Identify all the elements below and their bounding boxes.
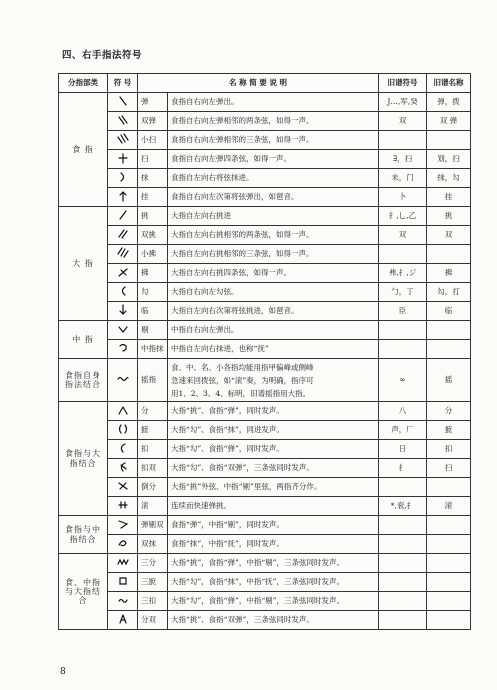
technique-name: 三扣 xyxy=(138,592,168,611)
old-symbol-cell: 声，厂 xyxy=(379,421,427,440)
symbol-cell xyxy=(108,516,138,535)
old-name-cell: 摭 xyxy=(427,421,471,440)
table-row xyxy=(59,169,471,188)
header-old-symbol: 旧谱符号 xyxy=(379,74,427,93)
table-row xyxy=(59,402,471,421)
table-row xyxy=(59,592,471,611)
old-symbol-cell xyxy=(379,573,427,592)
old-symbol-cell xyxy=(379,611,427,630)
old-name-cell: 双 弹 xyxy=(427,112,471,131)
symbol-cell xyxy=(108,421,138,440)
table-body xyxy=(59,93,471,630)
old-symbol-cell xyxy=(379,554,427,573)
crescent-mark-icon xyxy=(117,442,129,454)
symbol-cell xyxy=(108,264,138,283)
old-name-cell xyxy=(427,321,471,340)
technique-name: 三分 xyxy=(138,554,168,573)
old-name-cell xyxy=(427,554,471,573)
technique-description: 大指“勾”、食指“双弹”，三条弦同时发声。 xyxy=(168,459,379,478)
technique-description: 食指“抹”，中指“抚”，同时发声。 xyxy=(168,535,379,554)
old-name-cell: 摇 xyxy=(427,359,471,402)
technique-name: 中指抹 xyxy=(138,340,168,359)
table-row xyxy=(59,478,471,497)
technique-description: 食指自右向左弹相邻的三条弦，如得一声。 xyxy=(168,131,379,150)
old-symbol-cell: ∞ xyxy=(379,359,427,402)
technique-name: 滚 xyxy=(138,497,168,516)
old-symbol-cell: 卜 xyxy=(379,188,427,207)
technique-description: 大指“挑”外弦、中指“剔”里弦，两指齐分作。 xyxy=(168,478,379,497)
technique-name: 摇指 xyxy=(138,359,168,402)
arrow-up-mark-icon xyxy=(117,190,129,202)
table-row xyxy=(59,535,471,554)
symbol-cell xyxy=(108,592,138,611)
technique-description: 大指自左向右次第将弦挑进，如琶音。 xyxy=(168,302,379,321)
header-description: 名 称 简 要 说 明 xyxy=(138,74,379,93)
symbol-cell xyxy=(108,226,138,245)
technique-name: 临 xyxy=(138,302,168,321)
triple-peak-mark-icon xyxy=(117,556,129,568)
technique-name: 扫 xyxy=(138,150,168,169)
old-symbol-cell: ∃，扫 xyxy=(379,150,427,169)
old-symbol-cell xyxy=(379,478,427,497)
table-row xyxy=(59,516,471,535)
symbol-cell xyxy=(108,302,138,321)
table-header-row xyxy=(59,74,471,93)
table-row xyxy=(59,611,471,630)
old-name-cell: 临 xyxy=(427,302,471,321)
technique-description: 大指“勾”，食指“弹”，中指“剔”，三条弦同时发声。 xyxy=(168,592,379,611)
left-paren-mark-icon xyxy=(117,285,129,297)
old-name-cell: 挑 xyxy=(427,207,471,226)
old-name-cell: 滚 xyxy=(427,497,471,516)
technique-description: 大指自左向右挑相邻的三条弦，如得一声。 xyxy=(168,245,379,264)
old-symbol-cell: 末，门 xyxy=(379,169,427,188)
curl-mark-icon xyxy=(117,342,129,354)
old-name-cell: 扫 xyxy=(427,459,471,478)
old-name-cell xyxy=(427,478,471,497)
old-symbol-cell: 臣 xyxy=(379,302,427,321)
table-row xyxy=(59,554,471,573)
arrow-down-mark-icon xyxy=(117,304,129,316)
symbol-cell xyxy=(108,459,138,478)
technique-name: 摭 xyxy=(138,421,168,440)
technique-description: 食指自右向左次第将弦弹出，如琶音。 xyxy=(168,188,379,207)
technique-name: 抹 xyxy=(138,169,168,188)
description-line: 急速来回拨弦，如“滚”奏，为明确，指序可 xyxy=(171,375,314,385)
symbol-cell xyxy=(108,554,138,573)
technique-name: 小扫 xyxy=(138,131,168,150)
old-name-cell xyxy=(427,611,471,630)
symbol-cell xyxy=(108,402,138,421)
page-number: 8 xyxy=(60,667,66,677)
old-name-cell xyxy=(427,516,471,535)
symbol-cell xyxy=(108,440,138,459)
category-cell: 食、中指与大指结合 xyxy=(59,554,108,630)
table-row xyxy=(59,340,471,359)
technique-description: 大指“挑”、食指“双弹”，三条弦同时发声。 xyxy=(168,611,379,630)
old-symbol-cell xyxy=(379,245,427,264)
symbol-cell xyxy=(108,245,138,264)
rotated-v-mark-icon xyxy=(117,323,129,335)
header-old-name: 旧谱名称 xyxy=(427,74,471,93)
quad-slash-mark-icon xyxy=(117,152,129,164)
symbol-cell xyxy=(108,150,138,169)
star-hash-mark-icon xyxy=(117,499,129,511)
old-name-cell xyxy=(427,131,471,150)
symbol-cell xyxy=(108,611,138,630)
old-symbol-cell: 扌 xyxy=(379,459,427,478)
technique-name: 扣 xyxy=(138,440,168,459)
technique-description: 大指自左向右挑进 xyxy=(168,207,379,226)
old-name-cell: 划，扫 xyxy=(427,150,471,169)
loop-mark-icon xyxy=(117,537,129,549)
table-row xyxy=(59,459,471,478)
technique-name: 挂 xyxy=(138,188,168,207)
technique-name: 分 xyxy=(138,402,168,421)
old-symbol-cell: 双 xyxy=(379,112,427,131)
slash-mark-icon xyxy=(117,95,129,107)
technique-description: 大指“勾”、食指“弹”，同时发声。 xyxy=(168,440,379,459)
technique-description: 食指自右向左弹出。 xyxy=(168,93,379,112)
technique-description xyxy=(168,359,379,402)
symbol-cell xyxy=(108,188,138,207)
table-row xyxy=(59,283,471,302)
tilde-mark-icon xyxy=(117,594,129,606)
table-row xyxy=(59,150,471,169)
technique-name: 倒分 xyxy=(138,478,168,497)
description-line: 用1、2、3、4、标明，旧谱摇指用大指。 xyxy=(171,388,311,398)
symbol-cell xyxy=(108,283,138,302)
symbol-cell xyxy=(108,573,138,592)
symbol-cell xyxy=(108,321,138,340)
box-mark-icon xyxy=(117,575,129,587)
technique-description: 中指自左向右抹进，也称“抚” xyxy=(168,340,379,359)
category-cell: 中 指 xyxy=(59,321,108,359)
category-cell: 食指自身指法结合 xyxy=(59,359,108,402)
technique-name: 分双 xyxy=(138,611,168,630)
old-symbol-cell xyxy=(379,131,427,150)
table-row xyxy=(59,302,471,321)
technique-name: 勾 xyxy=(138,283,168,302)
backslash-mark-icon xyxy=(117,209,129,221)
technique-name: 弹 xyxy=(138,93,168,112)
table-row xyxy=(59,112,471,131)
symbol-cell xyxy=(108,93,138,112)
old-symbol-cell: 扌,乚,乙 xyxy=(379,207,427,226)
table-row xyxy=(59,188,471,207)
double-backslash-mark-icon xyxy=(117,228,129,240)
technique-description: 大指自右向左勾弦。 xyxy=(168,283,379,302)
technique-description: 食指自右向左弹四条弦，如得一声。 xyxy=(168,150,379,169)
technique-name: 双弹 xyxy=(138,112,168,131)
table-row xyxy=(59,321,471,340)
old-symbol-cell: 双 xyxy=(379,226,427,245)
category-cell: 食指与大指结合 xyxy=(59,402,108,516)
fingering-table xyxy=(58,73,471,630)
table-row xyxy=(59,573,471,592)
old-name-cell: 弹，拨 xyxy=(427,93,471,112)
symbol-cell xyxy=(108,535,138,554)
old-name-cell: 抹，勾 xyxy=(427,169,471,188)
table-row xyxy=(59,245,471,264)
technique-description: 食指自左向右将弦抹进。 xyxy=(168,169,379,188)
symbol-cell xyxy=(108,359,138,402)
technique-name: 剔 xyxy=(138,321,168,340)
old-name-cell xyxy=(427,573,471,592)
technique-description: 大指自左向右挑相邻的两条弦，如得一声。 xyxy=(168,226,379,245)
section-heading: 四、右手指法符号 xyxy=(62,50,143,61)
lambda-mark-icon xyxy=(117,404,129,416)
technique-name: 扣双 xyxy=(138,459,168,478)
technique-name: 拂 xyxy=(138,264,168,283)
table-row xyxy=(59,359,471,402)
technique-name: 挑 xyxy=(138,207,168,226)
triple-slash-mark-icon xyxy=(117,133,129,145)
old-name-cell xyxy=(427,245,471,264)
header-category: 分指部类 xyxy=(59,74,108,93)
table-row xyxy=(59,264,471,283)
table-row xyxy=(59,226,471,245)
old-symbol-cell xyxy=(379,535,427,554)
triple-backslash-mark-icon xyxy=(117,247,129,259)
old-symbol-cell: *,衮,扌 xyxy=(379,497,427,516)
old-symbol-cell xyxy=(379,592,427,611)
technique-name: 三摭 xyxy=(138,573,168,592)
old-name-cell xyxy=(427,592,471,611)
category-cell: 食指与中指结合 xyxy=(59,516,108,554)
old-symbol-cell xyxy=(379,516,427,535)
technique-name: 小拂 xyxy=(138,245,168,264)
symbol-cell xyxy=(108,497,138,516)
technique-description: 中指自右向左弹出。 xyxy=(168,321,379,340)
old-name-cell: 挂 xyxy=(427,188,471,207)
technique-name: 双抹 xyxy=(138,535,168,554)
symbol-cell xyxy=(108,169,138,188)
technique-description: 大指自左向右挑四条弦，如得一声。 xyxy=(168,264,379,283)
old-name-cell: 勾，打 xyxy=(427,283,471,302)
technique-description: 连续而快速弹挑。 xyxy=(168,497,379,516)
description-line: 食、中、名、小各指均能用指甲偏峰或侧峰 xyxy=(171,362,314,372)
old-name-cell xyxy=(427,535,471,554)
double-slash-mark-icon xyxy=(117,114,129,126)
old-symbol-cell xyxy=(379,340,427,359)
wavy-mark-icon xyxy=(117,373,129,385)
angle-mark-icon xyxy=(117,518,129,530)
technique-name: 弹剔双 xyxy=(138,516,168,535)
header-symbol: 符 号 xyxy=(108,74,138,93)
symbol-cell xyxy=(108,478,138,497)
technique-description: 大指“勾”、食指“抹”，同进发声。 xyxy=(168,421,379,440)
double-paren-mark-icon xyxy=(117,423,129,435)
old-name-cell: 拂 xyxy=(427,264,471,283)
old-symbol-cell: 八 xyxy=(379,402,427,421)
quad-backslash-mark-icon xyxy=(117,266,129,278)
old-name-cell xyxy=(427,340,471,359)
category-cell: 食 指 xyxy=(59,93,108,207)
crescent-slash-mark-icon xyxy=(117,461,129,473)
old-name-cell: 双 xyxy=(427,226,471,245)
split-mark-icon xyxy=(117,613,129,625)
symbol-cell xyxy=(108,112,138,131)
old-symbol-cell xyxy=(379,321,427,340)
symbol-cell xyxy=(108,340,138,359)
technique-description: 大指“挑”，食指“弹”，中指“剔”，三条弦同时发声。 xyxy=(168,554,379,573)
technique-description: 食指“弹”，中指“剔”，同时发声。 xyxy=(168,516,379,535)
table-row xyxy=(59,421,471,440)
technique-description: 大指“勾”，食指“抹”，中指“抚”，三条弦同时发声。 xyxy=(168,573,379,592)
old-symbol-cell: 弗,扌,ジ xyxy=(379,264,427,283)
technique-description: 大指“挑”、食指“弹”，同时发声。 xyxy=(168,402,379,421)
old-symbol-cell: 勹，丁 xyxy=(379,283,427,302)
symbol-cell xyxy=(108,131,138,150)
table-row xyxy=(59,440,471,459)
paren-mark-icon xyxy=(117,171,129,183)
table-row xyxy=(59,131,471,150)
symbol-cell xyxy=(108,207,138,226)
rotated-x-mark-icon xyxy=(117,480,129,492)
table-row xyxy=(59,93,471,112)
old-symbol-cell: 日 xyxy=(379,440,427,459)
old-name-cell: 分 xyxy=(427,402,471,421)
old-symbol-cell: J…,军,癸 xyxy=(379,93,427,112)
category-cell: 大 指 xyxy=(59,207,108,321)
old-name-cell: 扣 xyxy=(427,440,471,459)
technique-name: 双挑 xyxy=(138,226,168,245)
table-row xyxy=(59,497,471,516)
table-row xyxy=(59,207,471,226)
technique-description: 食指自右向左弹相邻的两条弦，如得一声。 xyxy=(168,112,379,131)
